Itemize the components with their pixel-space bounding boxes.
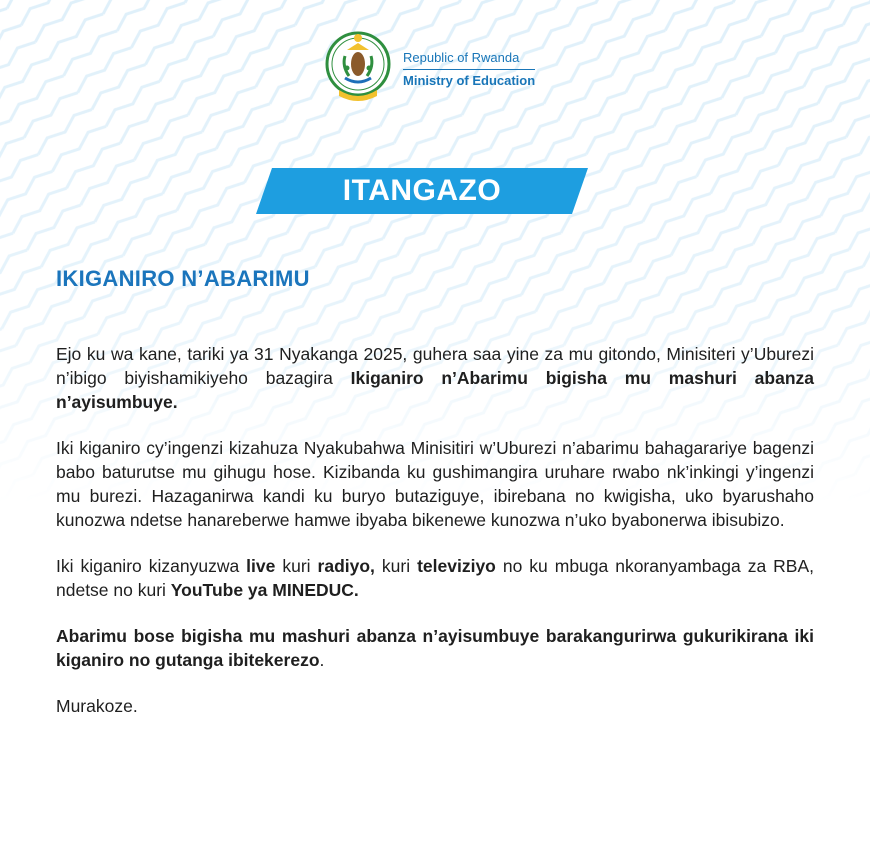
banner-label: ITANGAZO [342, 174, 502, 207]
paragraph-2 [56, 436, 814, 532]
paragraph-2-text: Iki kiganiro cy’ingenzi kizahuza Nyakubahwa Minisitiri w’Uburezi n’abarimu bahagarariye bagenzi babo baturutse mu gihugu hose. Kizibanda ku gushimangira uruhare rwabo nk’inkingi y’ingenzi mu burezi. Hazaganirwa kandi ku buryo butaziguye, ibirebana no kwigisha, uko byarushaho kunozwa ndetse hanareberwe hamwe ibyaba bikenewe kunozwa n’uko byabonerwa ibisubizo. [56, 438, 814, 530]
closing-text: Murakoze. [56, 696, 138, 716]
paragraph-3-text-3: kuri [374, 556, 418, 576]
body-text [56, 342, 814, 740]
paragraph-4-text: . [319, 650, 325, 670]
rwanda-coat-of-arms-icon [325, 30, 391, 106]
paragraph-3-text-4: no ku mbuga nkoranyambaga za RBA, ndetse no kuri [56, 556, 814, 600]
header [325, 30, 535, 106]
paragraph-1-bold: Ikiganiro n’Abarimu bigisha mu mashuri abanza n’ayisumbuye. [56, 368, 814, 412]
paragraph-3-bold-live: live [246, 556, 276, 576]
ministry-name: Ministry of Education [403, 72, 536, 88]
paragraph-1 [56, 342, 814, 414]
country-name: Republic of Rwanda [403, 50, 535, 70]
paragraph-3-bold-youtube: YouTube ya MINEDUC. [170, 580, 359, 600]
paragraph-4 [56, 624, 814, 672]
document-title: IKIGANIRO N’ABARIMU [56, 266, 310, 291]
paragraph-3-text-1: Iki kiganiro kizanyuzwa [56, 556, 247, 576]
announcement-banner [256, 168, 588, 214]
paragraph-1-text: Ejo ku wa kane, tariki ya 31 Nyakanga 2025, guhera saa yine za mu gitondo, Minisiteri y’Uburezi n’ibigo biyishamikiyeho bazagira [56, 344, 814, 388]
paragraph-4-bold: Abarimu bose bigisha mu mashuri abanza n’ayisumbuye barakangurirwa gukurikirana iki kiganiro no gutanga ibitekerezo [56, 626, 814, 670]
paragraph-3-bold-tv: televiziyo [417, 556, 496, 576]
ministry-block [403, 48, 535, 89]
paragraph-3-bold-radio: radiyo, [317, 556, 375, 576]
paragraph-3-text-2: kuri [275, 556, 318, 576]
paragraph-5 [56, 694, 814, 718]
paragraph-3 [56, 554, 814, 602]
